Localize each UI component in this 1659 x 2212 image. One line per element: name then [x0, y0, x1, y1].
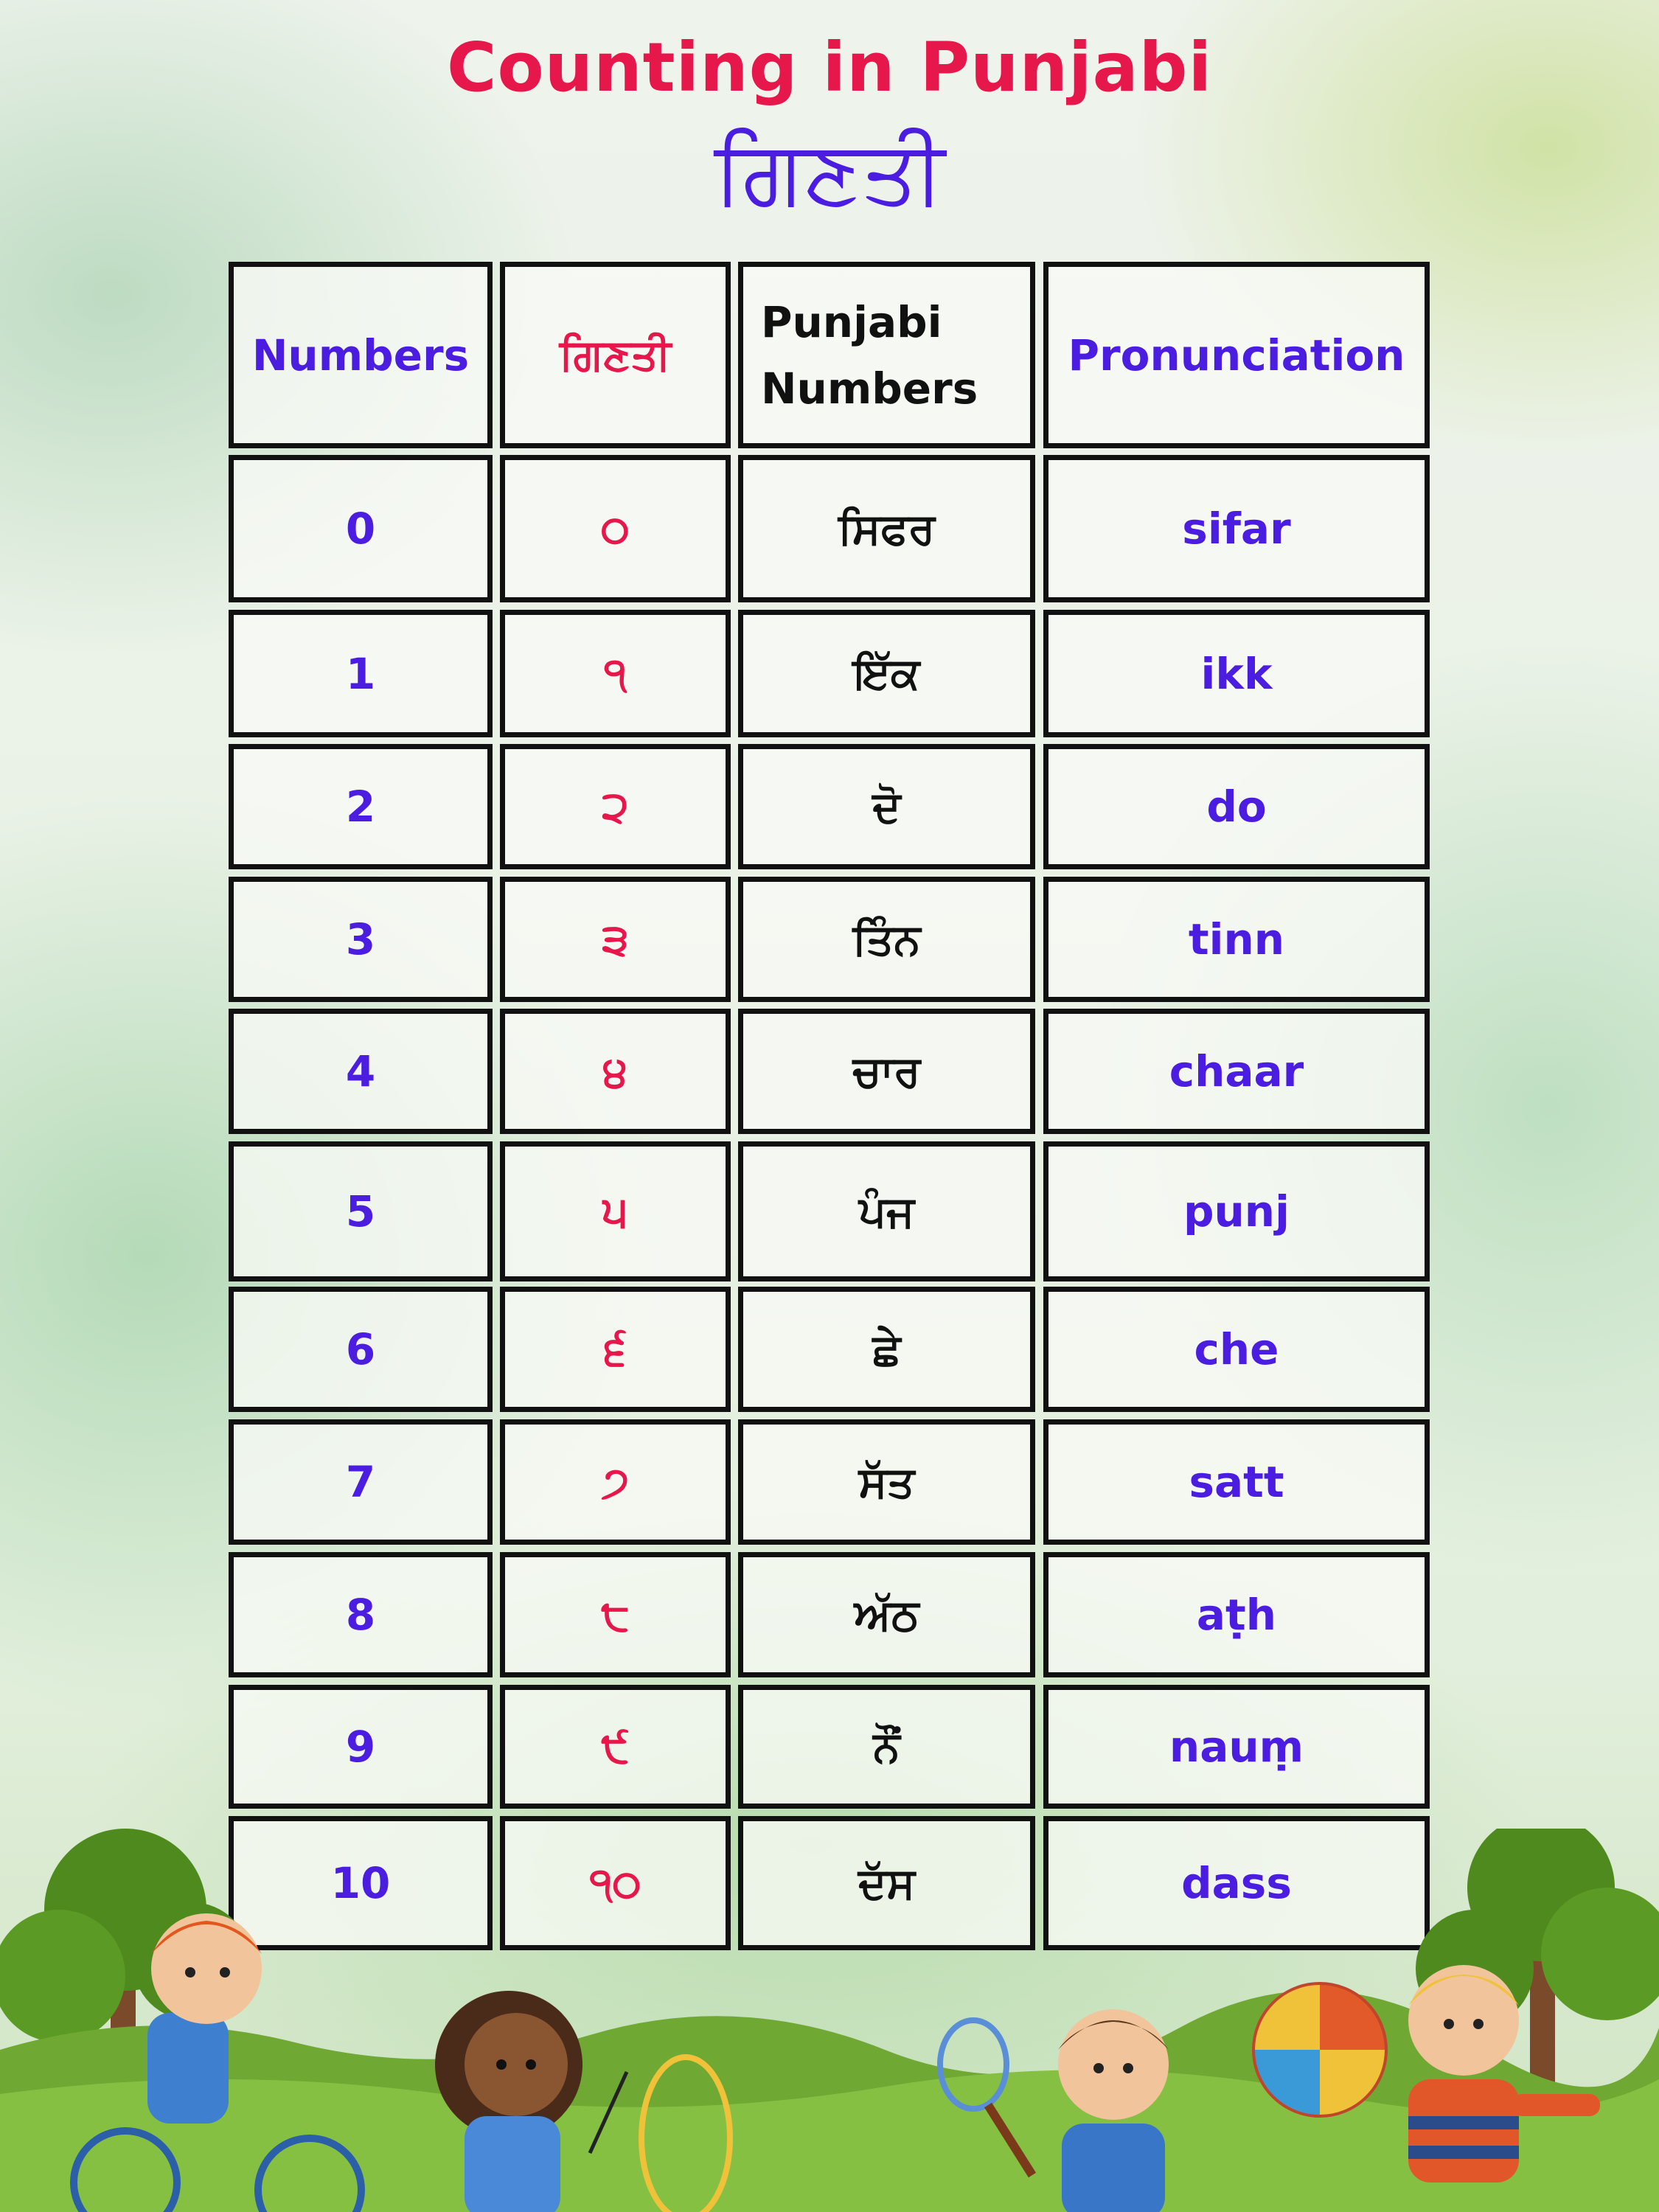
number-cell: 9: [229, 1685, 493, 1809]
number-cell: 1: [229, 610, 493, 737]
punjabi-word-cell: ਸਿਫਰ: [738, 455, 1035, 602]
punjabi-word-cell: ਪੰਜ: [738, 1141, 1035, 1281]
number-cell: 5: [229, 1141, 493, 1281]
pronunciation-cell: ikk: [1043, 610, 1430, 737]
pronunciation-cell: nauṃ: [1043, 1685, 1430, 1809]
gurmukhi-numeral-cell: ੨: [500, 744, 731, 869]
pronunciation-cell: che: [1043, 1287, 1430, 1412]
number-cell: 6: [229, 1287, 493, 1412]
pronunciation-cell: aṭh: [1043, 1552, 1430, 1677]
page-title: Counting in Punjabi: [446, 28, 1213, 107]
gurmukhi-numeral-cell: ੧: [500, 610, 731, 737]
beach-ball-icon: [1253, 1983, 1386, 2116]
pronunciation-cell: dass: [1043, 1816, 1430, 1950]
punjabi-word-cell: ਦੋ: [738, 744, 1035, 869]
gurmukhi-numeral-cell: ੧੦: [500, 1816, 731, 1950]
number-cell: 8: [229, 1552, 493, 1677]
gurmukhi-numeral-cell: ੦: [500, 455, 731, 602]
punjabi-word-cell: ਸੱਤ: [738, 1419, 1035, 1545]
gurmukhi-numeral-cell: ੪: [500, 1009, 731, 1134]
gurmukhi-numeral-cell: ੬: [500, 1287, 731, 1412]
punjabi-word-cell: ਅੱਠ: [738, 1552, 1035, 1677]
pronunciation-cell: satt: [1043, 1419, 1430, 1545]
pronunciation-cell: tinn: [1043, 877, 1430, 1002]
gurmukhi-numeral-cell: ੩: [500, 877, 731, 1002]
punjabi-word-cell: ਦੱਸ: [738, 1816, 1035, 1950]
header-gurmukhi: ਗਿਣਤੀ: [500, 262, 731, 448]
number-cell: 4: [229, 1009, 493, 1134]
pronunciation-cell: punj: [1043, 1141, 1430, 1281]
number-cell: 0: [229, 455, 493, 602]
pronunciation-cell: sifar: [1043, 455, 1430, 602]
gurmukhi-numeral-cell: ੫: [500, 1141, 731, 1281]
gurmukhi-numeral-cell: ੯: [500, 1685, 731, 1809]
punjabi-word-cell: ਛੇ: [738, 1287, 1035, 1412]
pronunciation-cell: chaar: [1043, 1009, 1430, 1134]
kids-playing-illustration: [0, 1829, 1659, 2212]
punjabi-word-cell: ਨੌਂ: [738, 1685, 1035, 1809]
gurmukhi-numeral-cell: ੭: [500, 1419, 731, 1545]
page-subtitle: ਗਿਣਤੀ: [714, 122, 945, 224]
header-pronunciation: Pronunciation: [1043, 262, 1430, 448]
number-cell: 3: [229, 877, 493, 1002]
punjabi-word-cell: ਤਿੰਨ: [738, 877, 1035, 1002]
header-numbers: Numbers: [229, 262, 493, 448]
number-cell: 7: [229, 1419, 493, 1545]
header-punjabi-numbers: [738, 262, 1035, 448]
punjabi-word-cell: ਚਾਰ: [738, 1009, 1035, 1134]
number-cell: 10: [229, 1816, 493, 1950]
number-cell: 2: [229, 744, 493, 869]
header-punjabi-line2: Numbers: [761, 363, 978, 414]
gurmukhi-numeral-cell: ੮: [500, 1552, 731, 1677]
header-punjabi-line1: Punjabi: [761, 296, 942, 347]
punjabi-word-cell: ਇੱਕ: [738, 610, 1035, 737]
pronunciation-cell: do: [1043, 744, 1430, 869]
